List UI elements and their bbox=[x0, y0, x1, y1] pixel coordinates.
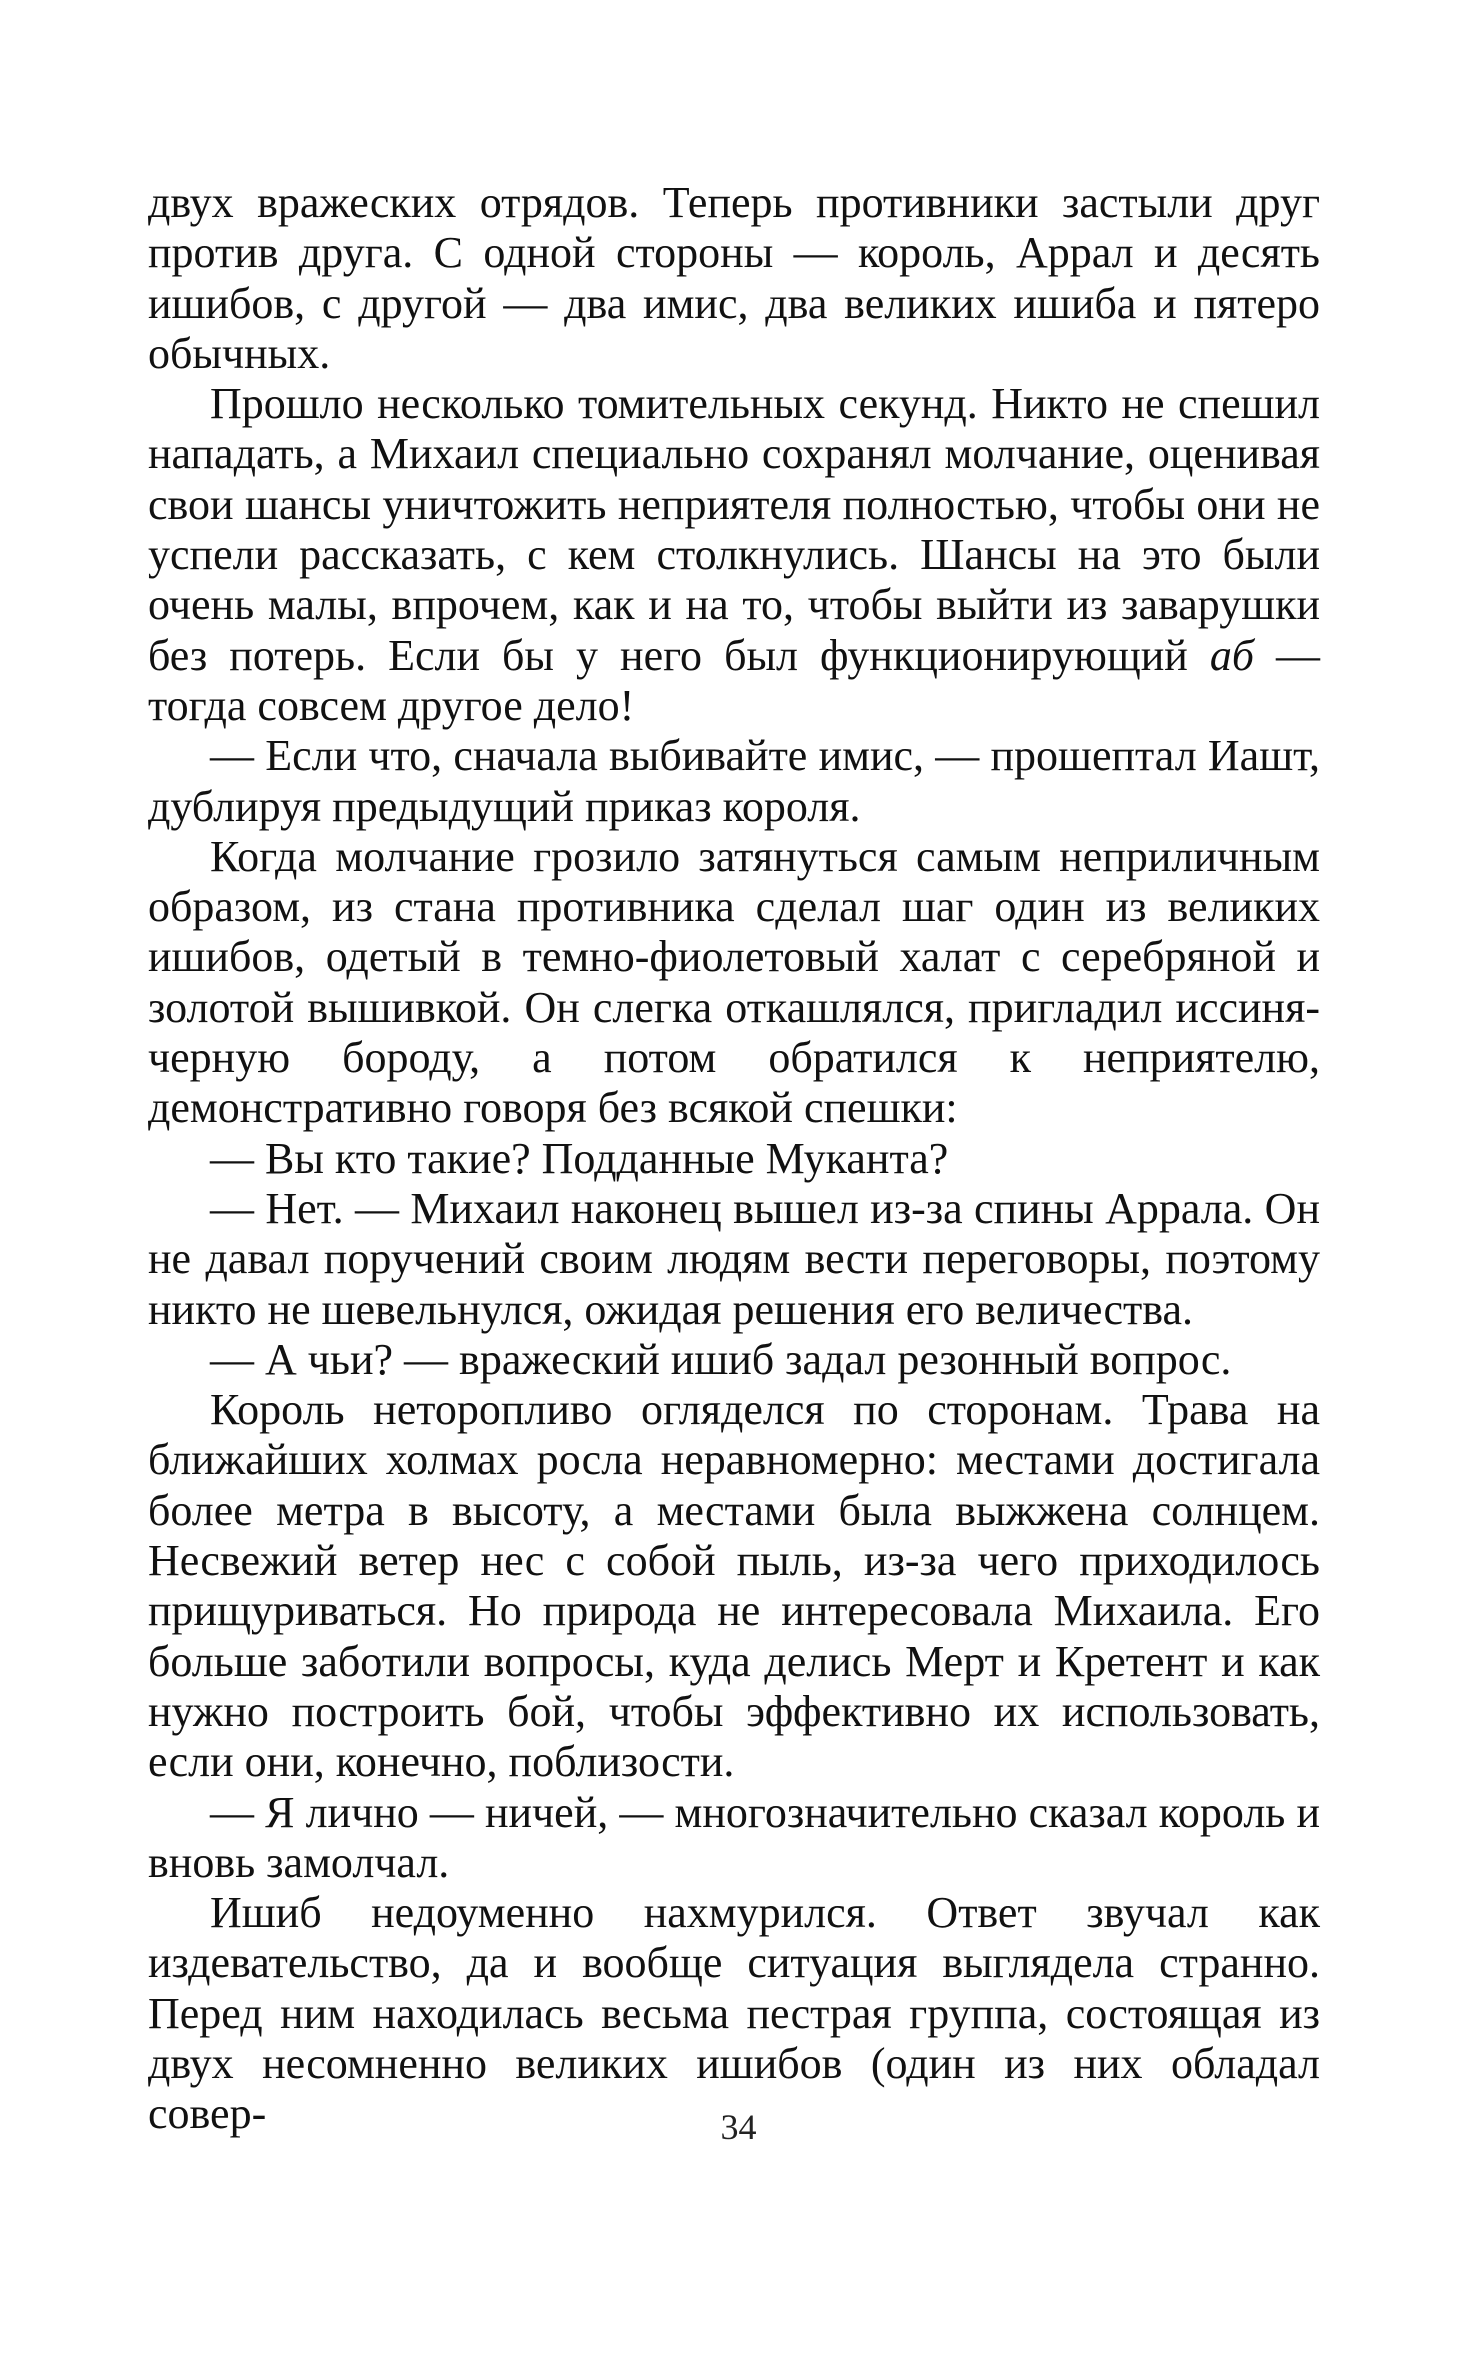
paragraph bbox=[148, 1385, 1320, 1787]
page-body-text bbox=[148, 178, 1320, 2140]
paragraph-text: Король неторопливо огляделся по сторонам. Трава на ближайших холмах росла неравномерно: местами достигала более метра в высоту, а местами была выжжена солнцем. Несвежий ветер нес с собой пыль, из-за чего приходилось прищуриваться. Но природа не интересовала Михаила. Его больше заботили вопросы, куда делись Мерт и Кретент и как нужно построить бой, чтобы эффективно их использовать, если они, конечно, поблизости. bbox=[148, 1385, 1320, 1787]
page-number: 34 bbox=[720, 2107, 757, 2147]
paragraph-text: Прошло несколько томительных секунд. Никто не спешил нападать, а Михаил специально сохранял молчание, оценивая свои шансы уничтожить неприятеля полностью, чтобы они не успели рассказать, с кем столкнулись. Шансы на это были очень малы, впрочем, как и на то, чтобы выйти из заварушки без потерь. Если бы у него был функционирующий bbox=[148, 379, 1320, 680]
italic-term: аб bbox=[1209, 630, 1254, 680]
paragraph-text: — тогда совсем другое дело! bbox=[148, 630, 1320, 730]
paragraph bbox=[148, 1888, 1320, 2139]
paragraph bbox=[148, 178, 1320, 379]
paragraph bbox=[148, 731, 1320, 832]
paragraph-text: — А чьи? — вражеский ишиб задал резонный вопрос. bbox=[210, 1334, 1232, 1384]
paragraph bbox=[148, 1134, 1320, 1184]
paragraph-text: Ишиб недоуменно нахмурился. Ответ звучал как издевательство, да и вообще ситуация выглядела странно. Перед ним находилась весьма пестрая группа, состоящая из двух несомненно великих ишибов (один из них обладал совер- bbox=[148, 1888, 1320, 2139]
paragraph-text: — Нет. — Михаил наконец вышел из-за спины Аррала. Он не давал поручений своим людям вести переговоры, поэтому никто не шевельнулся, ожидая решения его величества. bbox=[148, 1183, 1320, 1334]
paragraph bbox=[148, 1335, 1320, 1385]
paragraph-text: — Я лично — ничей, — многозначительно сказал король и вновь замолчал. bbox=[148, 1787, 1320, 1887]
paragraph bbox=[148, 1184, 1320, 1335]
paragraph-text: двух вражеских отрядов. Теперь противники застыли друг против друга. С одной стороны — король, Аррал и десять ишибов, с другой — два имис, два великих ишиба и пятеро обычных. bbox=[148, 178, 1320, 378]
paragraph bbox=[148, 379, 1320, 731]
paragraph-text: Когда молчание грозило затянуться самым неприличным образом, из стана противника сделал шаг один из великих ишибов, одетый в темно-фиолетовый халат с серебряной и золотой вышивкой. Он слегка откашлялся, пригладил иссиня-черную бороду, а потом обратился к неприятелю, демонстративно говоря без всякой спешки: bbox=[148, 831, 1320, 1133]
paragraph bbox=[148, 1788, 1320, 1889]
paragraph-text: — Если что, сначала выбивайте имис, — прошептал Иашт, дублируя предыдущий приказ короля. bbox=[148, 731, 1320, 831]
paragraph bbox=[148, 832, 1320, 1134]
paragraph-text: — Вы кто такие? Подданные Муканта? bbox=[210, 1133, 949, 1183]
